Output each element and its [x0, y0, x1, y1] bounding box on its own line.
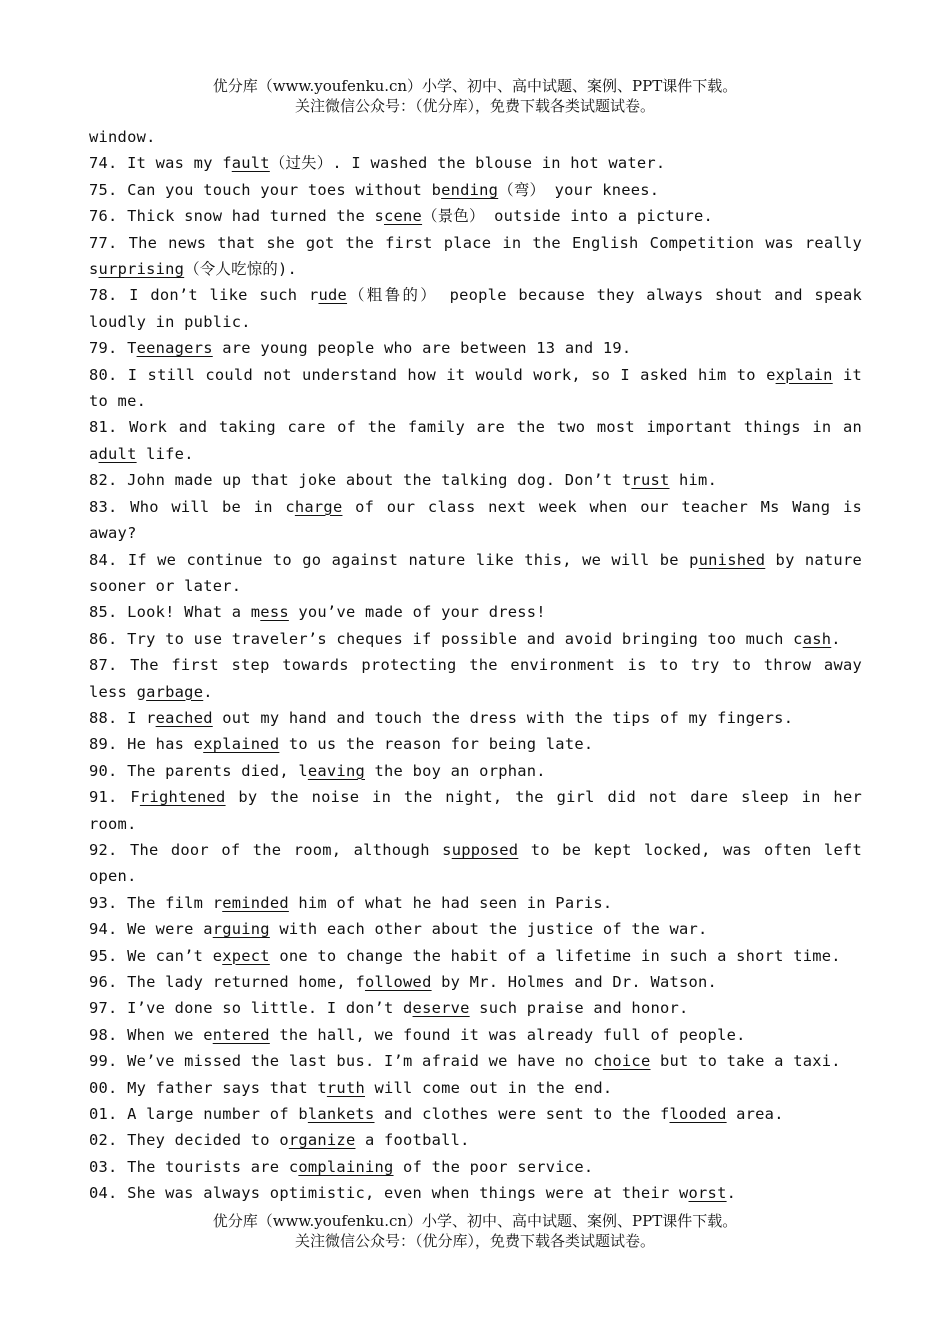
sentence-text: and clothes were sent to the f — [374, 1105, 670, 1124]
sentence-text: with each other about the justice of the war. — [269, 920, 708, 939]
sentence-text: 96. The lady returned home, f — [89, 973, 365, 991]
sentence-text: by nature sooner or later. — [89, 550, 862, 595]
answer-fill: xpect — [222, 946, 270, 965]
exercise-item — [89, 124, 862, 150]
exercise-item — [89, 467, 862, 493]
exercise-item — [89, 335, 862, 361]
footer-line-2: 关注微信公众号：（优分库），免费下载各类试题试卷。 — [294, 1232, 655, 1250]
exercise-item — [89, 1075, 862, 1101]
answer-fill: ault — [231, 154, 270, 173]
sentence-text: 04. She was always optimistic, even when things were at their w — [89, 1184, 689, 1203]
answer-fill: rightened — [139, 788, 226, 807]
answer-fill: eminded — [222, 893, 289, 912]
sentence-text: window. — [89, 128, 156, 146]
exercise-item — [89, 1180, 862, 1206]
exercise-item — [89, 943, 862, 969]
sentence-text: by the noise in the night, the girl did not dare sleep in her room. — [89, 788, 862, 833]
sentence-text: out my hand and touch the dress with the tips of my fingers. — [212, 708, 794, 727]
exercise-item — [89, 1022, 862, 1048]
answer-fill: ending — [441, 180, 499, 199]
answer-fill: ruth — [326, 1078, 365, 1097]
sentence-text: area. — [726, 1105, 784, 1124]
answer-fill: looded — [669, 1105, 727, 1124]
answer-fill: ash — [802, 629, 832, 648]
answer-fill: lankets — [307, 1105, 375, 1124]
exercise-item — [89, 282, 862, 335]
sentence-text: life. — [136, 444, 194, 463]
exercise-item — [89, 599, 862, 625]
sentence-text: but to take a taxi. — [650, 1052, 841, 1071]
sentence-text: 87. The first step towards protecting the environment is to try to throw away less g — [89, 656, 862, 701]
sentence-text: （过失）. I washed the blouse in hot water. — [269, 154, 666, 173]
sentence-text: 79. T — [89, 339, 137, 358]
sentence-text: 75. Can you touch your toes without b — [89, 180, 442, 199]
exercise-item — [89, 916, 862, 942]
answer-fill: ude — [318, 286, 348, 305]
sentence-text: 77. The news that she got the first place in the English Competition was really s — [89, 233, 862, 279]
sentence-text: of our class next week when our teacher Ms Wang is away? — [89, 497, 862, 543]
answer-fill: dult — [98, 444, 137, 463]
sentence-text: to us the reason for being late. — [279, 735, 594, 754]
sentence-text: 02. They decided to o — [89, 1131, 289, 1150]
answer-fill: omplaining — [298, 1157, 394, 1176]
sentence-text: 82. John made up that joke about the talking dog. Don’t t — [89, 471, 632, 490]
exercise-item — [89, 1154, 862, 1180]
sentence-text: a football. — [355, 1131, 470, 1150]
sentence-text: 74. It was my f — [89, 154, 232, 173]
sentence-text: （令人吃惊的). — [184, 260, 298, 279]
sentence-text: 88. I r — [89, 708, 156, 727]
sentence-text: 89. He has e — [89, 735, 204, 754]
sentence-text: by Mr. Holmes and Dr. Watson. — [431, 973, 718, 991]
sentence-text: 98. When we e — [89, 1025, 213, 1044]
exercise-item — [89, 969, 862, 995]
sentence-text: 86. Try to use traveler’s cheques if possible and avoid bringing too much c — [89, 629, 803, 648]
sentence-text: 92. The door of the room, although s — [89, 840, 452, 859]
sentence-text: him of what he had seen in Paris. — [288, 893, 613, 912]
sentence-text: 78. I don’t like such r — [89, 286, 319, 305]
sentence-text: the hall, we found it was already full of people. — [269, 1025, 746, 1044]
exercise-item — [89, 230, 862, 283]
header-line-1: 优分库（www.youfenku.cn）小学、初中、高中试题、案例、PPT课件下载。 — [212, 77, 738, 95]
answer-fill: unished — [698, 550, 766, 569]
sentence-text: （弯） your knees. — [498, 180, 660, 199]
sentence-text: 99. We’ve missed the last bus. I’m afraid we have no c — [89, 1052, 603, 1071]
answer-fill: eaving — [307, 761, 365, 780]
page-footer-banner — [0, 1211, 950, 1251]
sentence-text: 01. A large number of b — [89, 1105, 308, 1124]
answer-fill: rguing — [212, 920, 270, 939]
page-header-banner — [0, 76, 950, 116]
sentence-text: 85. Look! What a m — [89, 603, 261, 622]
sentence-text: 95. We can’t e — [89, 946, 223, 965]
sentence-text: such praise and honor. — [469, 999, 689, 1018]
answer-fill: ess — [260, 603, 289, 622]
sentence-text: will come out in the end. — [364, 1078, 613, 1097]
header-line-2: 关注微信公众号：（优分库），免费下载各类试题试卷。 — [294, 97, 655, 115]
sentence-text: 00. My father says that t — [89, 1078, 327, 1097]
answer-fill: harge — [294, 497, 343, 516]
answer-fill: hoice — [602, 1052, 651, 1071]
sentence-text: it to me. — [89, 365, 862, 411]
sentence-text: （粗鲁的） people because they always shout and speak loudly in public. — [89, 286, 863, 331]
sentence-text: him. — [669, 471, 718, 490]
sentence-text: 03. The tourists are c — [89, 1157, 299, 1176]
exercise-item — [89, 494, 862, 547]
exercise-item — [89, 758, 862, 784]
sentence-text: you’ve made of your dress! — [288, 603, 546, 622]
footer-line-1: 优分库（www.youfenku.cn）小学、初中、高中试题、案例、PPT课件下载。 — [212, 1212, 738, 1230]
answer-fill: xplained — [203, 735, 280, 754]
exercise-item — [89, 414, 862, 467]
exercise-item — [89, 1101, 862, 1127]
exercise-item — [89, 177, 862, 203]
sentence-text: the boy an orphan. — [364, 761, 546, 780]
answer-fill: rganize — [288, 1131, 356, 1150]
exercise-item — [89, 890, 862, 916]
answer-fill: eserve — [412, 999, 470, 1018]
exercise-item — [89, 705, 862, 731]
sentence-text: 81. Work and taking care of the family are the two most important things in an a — [89, 418, 862, 463]
exercise-item — [89, 652, 862, 705]
exercise-list — [89, 124, 862, 1207]
answer-fill: ntered — [212, 1025, 270, 1044]
sentence-text: （景色） outside into a picture. — [422, 207, 714, 226]
sentence-text: 76. Thick snow had turned the s — [89, 207, 384, 226]
exercise-item — [89, 784, 862, 837]
exercise-item — [89, 1048, 862, 1074]
answer-fill: cene — [384, 207, 423, 226]
sentence-text: . — [726, 1184, 737, 1203]
answer-fill: xplain — [775, 365, 833, 384]
sentence-text: are young people who are between 13 and 19. — [212, 339, 632, 358]
answer-fill: upposed — [451, 840, 519, 859]
sentence-text: 94. We were a — [89, 920, 213, 939]
answer-fill: ollowed — [364, 973, 432, 991]
answer-fill: arbage — [146, 682, 204, 701]
sentence-text: 84. If we continue to go against nature like this, we will be p — [89, 550, 699, 569]
answer-fill: eached — [155, 708, 213, 727]
exercise-item — [89, 731, 862, 757]
sentence-text: . — [831, 629, 841, 648]
sentence-text: . — [203, 682, 213, 701]
exercise-item — [89, 203, 862, 229]
sentence-text: 93. The film r — [89, 893, 223, 912]
exercise-item — [89, 150, 862, 176]
exercise-item — [89, 362, 862, 415]
sentence-text: one to change the habit of a lifetime in such a short time. — [269, 946, 841, 965]
sentence-text: 83. Who will be in c — [89, 497, 295, 516]
sentence-text: to be kept locked, was often left open. — [89, 840, 862, 886]
exercise-item — [89, 995, 862, 1021]
answer-fill: rust — [631, 471, 670, 490]
sentence-text: 91. F — [89, 788, 140, 807]
exercise-item — [89, 1127, 862, 1153]
sentence-text: 90. The parents died, l — [89, 761, 308, 780]
sentence-text: 80. I still could not understand how it would work, so I asked him to e — [89, 365, 776, 384]
answer-fill: eenagers — [136, 339, 213, 358]
answer-fill: urprising — [98, 260, 185, 279]
exercise-item — [89, 547, 862, 600]
exercise-item — [89, 837, 862, 890]
sentence-text: of the poor service. — [393, 1157, 594, 1176]
answer-fill: orst — [688, 1184, 727, 1203]
sentence-text: 97. I’ve done so little. I don’t d — [89, 999, 413, 1018]
exercise-item — [89, 626, 862, 652]
